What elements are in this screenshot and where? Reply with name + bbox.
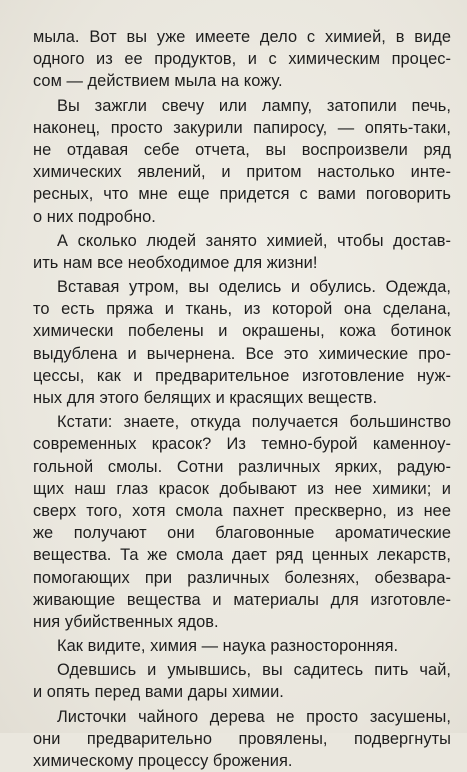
paragraph [33, 659, 451, 703]
text-line: ния убийственных ядов. [33, 612, 219, 631]
text-line: химическому процессу брожения. [33, 752, 293, 770]
text-line: они предварительно провялены, подвергнуты [33, 729, 451, 748]
paragraph [33, 95, 451, 228]
text-line: ных для этого белящих и красящих веществ. [33, 389, 378, 407]
text-line: наконец, просто закурили папиросу, — опять-таки, [33, 118, 451, 137]
paragraph [33, 26, 451, 93]
text-line: А сколько людей занято химией, чтобы достав- [57, 231, 451, 250]
text-line: Одевшись и умывшись, вы садитесь пить чай, [57, 661, 451, 680]
paragraph [33, 276, 451, 409]
text-line: одного из ее продуктов, и с химическим процес- [33, 50, 451, 69]
text-line: то есть пряжа и ткань, из которой она сделана, [33, 300, 451, 319]
paragraph [33, 635, 451, 657]
text-line: о них подробно. [33, 207, 156, 226]
text-line: помогающих при различных болезнях, обезвара- [33, 568, 451, 587]
body-text [33, 26, 451, 772]
text-line: гольной смолы. Сотни различных ярких, радую- [33, 457, 451, 476]
text-line: Листочки чайного дерева не просто засушены, [57, 707, 451, 726]
text-line: щих наш глаз красок добывают из нее химики; и [33, 479, 451, 498]
text-line: вещества. Та же смола дает ряд ценных лекарств, [33, 546, 451, 565]
text-line: сверх того, хотя смола пахнет прескверно, из нее [33, 501, 451, 520]
text-line: сом — действием мыла на кожу. [33, 72, 283, 91]
paragraph [33, 230, 451, 274]
text-line: Как видите, химия — наука разносторонняя. [57, 637, 399, 656]
paragraph [33, 411, 451, 633]
text-line: выдублена и вычернена. Все это химические про- [33, 344, 451, 363]
text-line: ресных, что мне еще придется с вами поговорить [33, 185, 451, 204]
text-line: живающие вещества и материалы для изготовле- [33, 590, 451, 609]
text-line: Вставая утром, вы оделись и обулись. Одежда, [57, 278, 451, 297]
paragraph [33, 706, 451, 772]
text-line: не отдавая себе отчета, вы воспроизвели ряд [33, 140, 451, 159]
text-line: мыла. Вот вы уже имеете дело с химией, в виде [33, 28, 451, 46]
text-line: химически побелены и окрашены, кожа ботинок [33, 322, 451, 341]
text-line: и опять перед вами дары химии. [33, 683, 284, 702]
text-line: ить нам все необходимое для жизни! [33, 253, 318, 272]
text-line: химических явлений, и притом настолько инте- [33, 163, 451, 182]
text-line: Кстати: знаете, откуда получается большинство [57, 413, 451, 432]
text-line: же получают они благовонные ароматические [33, 524, 451, 543]
text-line: Вы зажгли свечу или лампу, затопили печь, [57, 96, 451, 115]
text-line: цессы, как и предварительное изготовление нуж- [33, 366, 451, 385]
text-line: современных красок? Из темно-бурой каменноу- [33, 435, 451, 454]
